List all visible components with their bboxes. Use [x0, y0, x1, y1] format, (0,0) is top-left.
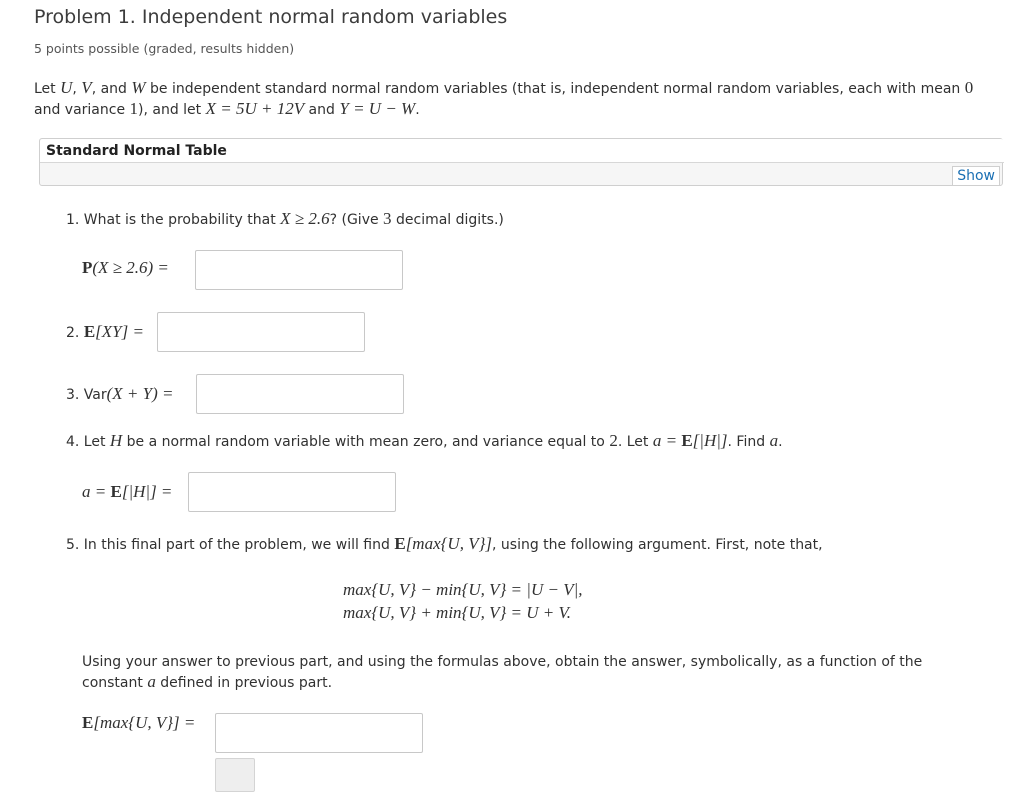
- q1-label-bold: P: [82, 258, 93, 277]
- points-subtitle: 5 points possible (graded, results hidden): [34, 41, 295, 56]
- q2-prefix: 2.: [66, 325, 84, 341]
- intro-math: V: [81, 78, 92, 97]
- q4-text: be a normal random variable with mean zero, and variance equal to: [122, 434, 610, 450]
- q1-answer-input[interactable]: [195, 250, 403, 290]
- q1-math: 3: [383, 209, 392, 228]
- q4-math: a =: [652, 431, 682, 450]
- intro-text: be independent standard normal random variables (that is, independent normal random variables, each with mean: [145, 81, 965, 97]
- problem-intro: [34, 78, 994, 120]
- show-table-button[interactable]: Show: [952, 166, 1000, 186]
- q5-note-text: Using your answer to previous part, and using the formulas above, obtain the answer, symbolically, as a function of the constant: [82, 654, 923, 691]
- q5-text: , using the following argument. First, note that,: [492, 537, 823, 553]
- intro-math: 0: [964, 78, 974, 97]
- q2-label-bold: E: [83, 322, 96, 341]
- q5-text: 5. In this final part of the problem, we will find: [66, 537, 395, 553]
- q4-math: a: [769, 431, 779, 450]
- q1-text: 1. What is the probability that: [66, 212, 281, 228]
- intro-text: , and: [91, 81, 132, 97]
- q4-label-bold: E: [110, 482, 122, 501]
- q4-text: 4. Let: [66, 434, 110, 450]
- table-header-title: Standard Normal Table: [46, 143, 227, 159]
- q3-answer-input[interactable]: [196, 374, 404, 414]
- q4-math: H: [109, 431, 123, 450]
- intro-math: Y = U − W: [339, 99, 416, 118]
- q5-answer-label: [82, 713, 195, 733]
- q5-math: E: [394, 534, 406, 553]
- q1-answer-label: [82, 258, 169, 278]
- q4-math: E: [681, 431, 693, 450]
- q2-label-rest: [XY] =: [95, 322, 144, 341]
- q5-instructions: [82, 652, 982, 693]
- intro-math: U: [60, 78, 73, 97]
- q3-label-rest: (X + Y) =: [106, 384, 174, 403]
- q4-label-rest: [|H|] =: [121, 482, 173, 501]
- q5-equation-1: max{U, V} − min{U, V} = |U − V|,: [343, 580, 583, 599]
- intro-text: and: [304, 102, 340, 118]
- q5-note-text: defined in previous part.: [155, 675, 333, 691]
- q5-equation-2: max{U, V} + min{U, V} = U + V.: [343, 603, 571, 622]
- intro-math: 1: [129, 99, 139, 118]
- q5-math: [max{U, V}]: [405, 534, 492, 553]
- q4-math: [|H|]: [692, 431, 728, 450]
- q5-label-rest: [max{U, V}] =: [93, 713, 196, 732]
- q2-answer-label: [66, 322, 144, 342]
- intro-text: Let: [34, 81, 61, 97]
- q4-answer-input[interactable]: [188, 472, 396, 512]
- question-1-text: [66, 209, 504, 229]
- q4-text: .: [778, 434, 783, 450]
- question-4-text: [66, 431, 783, 451]
- q1-text: decimal digits.): [391, 212, 504, 228]
- intro-text: ,: [72, 81, 82, 97]
- intro-math: W: [131, 78, 146, 97]
- q1-label-rest: (X ≥ 2.6) =: [92, 258, 169, 277]
- q5-label-bold: E: [82, 713, 94, 732]
- q5-answer-input[interactable]: [215, 713, 423, 753]
- q1-math: X ≥ 2.6: [280, 209, 330, 228]
- intro-text: ), and let: [138, 102, 206, 118]
- q5-equations: [343, 578, 583, 624]
- problem-title: Problem 1. Independent normal random variables: [34, 6, 508, 28]
- q3-answer-label: [66, 384, 174, 404]
- math-preview-button[interactable]: [215, 758, 255, 792]
- intro-math: X = 5U + 12V: [205, 99, 305, 118]
- q4-text: . Let: [617, 434, 653, 450]
- q4-label-a: a =: [82, 482, 111, 501]
- q2-answer-input[interactable]: [157, 312, 365, 352]
- intro-text: .: [415, 102, 420, 118]
- q4-math: 2: [609, 431, 618, 450]
- standard-normal-table-panel: [39, 138, 1003, 186]
- table-header: [40, 139, 1004, 163]
- intro-text: and variance: [34, 102, 130, 118]
- question-5-text: [66, 534, 823, 554]
- q4-text: . Find: [727, 434, 770, 450]
- q5-note-math: a: [147, 672, 156, 691]
- q3-prefix: 3. Var: [66, 387, 107, 403]
- q1-text: ? (Give: [329, 212, 384, 228]
- q4-answer-label: [82, 482, 172, 502]
